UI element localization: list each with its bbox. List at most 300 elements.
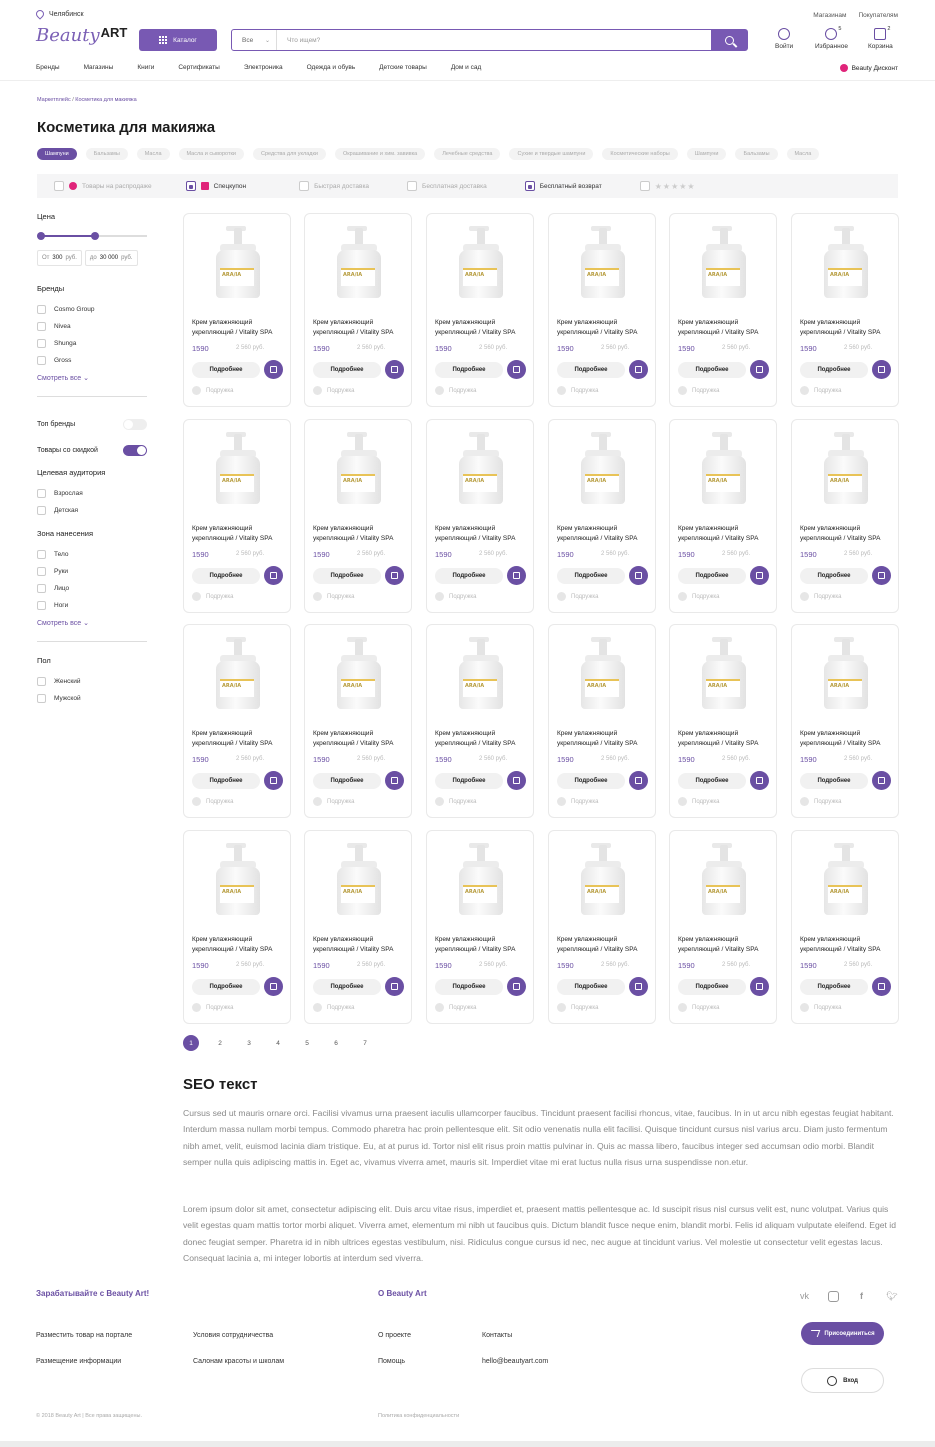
product-image[interactable] [329, 635, 389, 715]
filter-option[interactable] [525, 181, 602, 191]
filter-checkbox-item[interactable] [37, 485, 147, 502]
checkbox[interactable] [37, 550, 46, 559]
product-old-price: 2 560 руб. [357, 345, 386, 351]
gift-option[interactable] [192, 386, 233, 395]
gift-option[interactable] [313, 1003, 354, 1012]
filter-checkbox-item[interactable] [37, 352, 147, 369]
details-button[interactable]: Подробнее [800, 362, 868, 378]
product-image[interactable] [451, 224, 511, 304]
details-button[interactable]: Подробнее [435, 773, 503, 789]
footer-link-contacts[interactable]: Контакты [482, 1332, 513, 1339]
product-name[interactable] [435, 318, 529, 337]
add-to-cart-button[interactable] [264, 566, 283, 585]
add-to-cart-button[interactable] [629, 566, 648, 585]
gift-option[interactable] [435, 1003, 476, 1012]
category-chip[interactable]: Окрашивание и хим. завивка [335, 148, 425, 160]
product-image[interactable] [816, 224, 876, 304]
product-card[interactable] [183, 213, 291, 407]
breadcrumb [37, 97, 137, 103]
details-button[interactable]: Подробнее [435, 362, 503, 378]
product-card[interactable] [183, 419, 291, 613]
product-brand-mark: ARA/IA [830, 683, 850, 689]
filter-option[interactable] [299, 181, 369, 191]
product-name[interactable] [192, 935, 286, 954]
product-image[interactable] [694, 841, 754, 921]
search-input[interactable]: Что ищем? [287, 36, 321, 44]
nav-certificates[interactable]: Сертификаты [178, 64, 220, 71]
add-to-cart-button[interactable] [750, 360, 769, 379]
product-name[interactable] [557, 524, 651, 543]
product-image[interactable] [451, 430, 511, 510]
gift-option[interactable] [678, 592, 719, 601]
share-arrow-icon [809, 1330, 821, 1337]
checkbox[interactable] [37, 567, 46, 576]
gift-radio-icon [557, 1003, 566, 1012]
product-name[interactable] [800, 935, 894, 954]
top-links [813, 12, 898, 19]
filter-checkbox-item[interactable] [37, 673, 147, 690]
details-button[interactable]: Подробнее [678, 362, 746, 378]
product-card[interactable] [548, 830, 656, 1024]
gift-option[interactable] [557, 386, 598, 395]
search-button[interactable] [711, 30, 747, 50]
gift-option[interactable] [557, 797, 598, 806]
product-image[interactable] [816, 635, 876, 715]
top-link-buyers[interactable]: Покупателям [858, 12, 898, 19]
product-card[interactable] [791, 830, 899, 1024]
checkbox[interactable] [37, 694, 46, 703]
product-image[interactable] [208, 430, 268, 510]
product-image[interactable] [329, 841, 389, 921]
checkbox[interactable] [37, 601, 46, 610]
category-chip[interactable]: Средства для укладки [253, 148, 326, 160]
facebook-icon[interactable]: f [860, 1291, 863, 1301]
product-card[interactable] [791, 213, 899, 407]
privacy-policy-link[interactable]: Политика конфиденциальности [378, 1413, 460, 1419]
add-to-cart-button[interactable] [385, 566, 404, 585]
brands-see-all[interactable] [37, 374, 147, 382]
product-image[interactable] [694, 635, 754, 715]
logo[interactable] [36, 25, 127, 49]
product-name[interactable] [192, 729, 286, 748]
discount-toggle-row [37, 437, 147, 463]
location-pin-icon [34, 8, 45, 19]
product-card[interactable] [426, 624, 534, 818]
product-card[interactable] [548, 624, 656, 818]
product-name[interactable] [435, 935, 529, 954]
bag-icon [513, 572, 520, 579]
footer-link-place-info[interactable]: Размещение информации [36, 1358, 122, 1365]
product-name[interactable] [678, 318, 772, 337]
product-card[interactable] [669, 419, 777, 613]
main-nav [36, 64, 505, 71]
breadcrumb-sep: / [72, 97, 74, 103]
product-image[interactable] [208, 635, 268, 715]
zones-see-all[interactable] [37, 619, 147, 627]
product-name[interactable] [192, 318, 286, 337]
checkbox[interactable] [186, 181, 196, 191]
category-chip[interactable]: Масла [137, 148, 170, 160]
details-button[interactable]: Подробнее [557, 773, 625, 789]
footer-link-place-product[interactable]: Разместить товар на портале [36, 1332, 133, 1339]
checkbox[interactable] [37, 584, 46, 593]
nav-clothes[interactable]: Одежда и обувь [306, 64, 356, 71]
gift-option[interactable] [192, 797, 233, 806]
product-image[interactable] [573, 841, 633, 921]
product-card[interactable] [669, 213, 777, 407]
product-image[interactable] [573, 430, 633, 510]
details-button[interactable]: Подробнее [313, 362, 381, 378]
bag-icon [391, 572, 398, 579]
footer-earn-title: Зарабатывайте с Beauty Art! [36, 1289, 150, 1298]
add-to-cart-button[interactable] [385, 771, 404, 790]
gift-option[interactable] [192, 1003, 233, 1012]
nav-electronics[interactable]: Электроника [243, 64, 283, 71]
price-slider[interactable] [37, 231, 147, 241]
top-brands-toggle[interactable] [123, 419, 147, 430]
category-chip[interactable]: Шампуни [687, 148, 727, 160]
product-image[interactable] [329, 430, 389, 510]
gift-option[interactable] [192, 592, 233, 601]
price-from-field[interactable] [37, 250, 82, 266]
gift-radio-icon [313, 592, 322, 601]
product-name[interactable] [800, 318, 894, 337]
product-image[interactable] [816, 430, 876, 510]
gift-option[interactable] [435, 797, 476, 806]
add-to-cart-button[interactable] [872, 977, 891, 996]
bag-icon [635, 366, 642, 373]
city-selector[interactable] [36, 10, 84, 18]
add-to-cart-button[interactable] [750, 977, 769, 996]
search-scope-select[interactable] [232, 30, 277, 50]
vk-icon[interactable]: vk [800, 1291, 809, 1301]
gift-label: Подружка [327, 1004, 355, 1011]
product-card[interactable] [669, 830, 777, 1024]
checkbox[interactable] [299, 181, 309, 191]
product-name[interactable] [557, 729, 651, 748]
filter-checkbox-item[interactable] [37, 690, 147, 707]
checkbox[interactable] [37, 339, 46, 348]
gift-option[interactable] [435, 386, 476, 395]
add-to-cart-button[interactable] [507, 566, 526, 585]
top-brands-label: Топ бренды [37, 420, 76, 428]
nav-shops[interactable]: Магазины [83, 64, 114, 71]
checkbox[interactable] [37, 489, 46, 498]
gift-option[interactable] [678, 1003, 719, 1012]
page-number[interactable] [241, 1035, 270, 1051]
details-button[interactable]: Подробнее [192, 979, 260, 995]
product-image[interactable] [451, 841, 511, 921]
product-card[interactable] [304, 624, 412, 818]
add-to-cart-button[interactable] [629, 360, 648, 379]
category-chip[interactable]: Масла [787, 148, 820, 160]
category-chip[interactable]: Сухие и твердые шампуни [509, 148, 593, 160]
seo-title: SEO текст [183, 1076, 258, 1093]
gift-option[interactable] [800, 1003, 841, 1012]
breadcrumb-root[interactable]: Маркетплейс [37, 97, 71, 103]
category-chip[interactable]: Лечебные средства [434, 148, 500, 160]
details-button[interactable]: Подробнее [557, 568, 625, 584]
page-number[interactable] [270, 1035, 299, 1051]
bag-icon [391, 777, 398, 784]
favorites-button[interactable] [815, 28, 848, 50]
details-button[interactable]: Подробнее [192, 773, 260, 789]
product-name-line2: укрепляющий / Vitality SPA [678, 534, 759, 542]
add-to-cart-button[interactable] [264, 360, 283, 379]
gift-option[interactable] [313, 592, 354, 601]
add-to-cart-button[interactable] [750, 566, 769, 585]
product-name[interactable] [557, 935, 651, 954]
add-to-cart-button[interactable] [385, 977, 404, 996]
login-button[interactable] [775, 28, 793, 50]
catalog-button[interactable] [139, 29, 217, 51]
product-card[interactable] [304, 830, 412, 1024]
product-card[interactable] [791, 419, 899, 613]
footer-login-button[interactable] [801, 1368, 884, 1393]
filter-option[interactable] [640, 181, 696, 191]
product-name[interactable] [192, 524, 286, 543]
product-card[interactable] [548, 419, 656, 613]
join-button[interactable] [801, 1322, 884, 1345]
details-button[interactable]: Подробнее [678, 773, 746, 789]
filter-option[interactable] [186, 181, 246, 191]
gift-option[interactable] [557, 1003, 598, 1012]
checkbox[interactable] [37, 506, 46, 515]
checkbox[interactable] [525, 181, 535, 191]
checkbox[interactable] [37, 305, 46, 314]
checkbox[interactable] [37, 356, 46, 365]
add-to-cart-button[interactable] [872, 771, 891, 790]
product-image[interactable] [573, 635, 633, 715]
page-number[interactable] [299, 1035, 328, 1051]
filter-checkbox-item[interactable] [37, 597, 147, 614]
filter-option[interactable] [407, 181, 487, 191]
top-link-shops[interactable]: Магазинам [813, 12, 847, 19]
gift-option[interactable] [557, 592, 598, 601]
checkbox[interactable] [37, 677, 46, 686]
filter-checkbox-item[interactable] [37, 335, 147, 352]
add-to-cart-button[interactable] [629, 771, 648, 790]
gift-radio-icon [313, 797, 322, 806]
gift-radio-icon [192, 592, 201, 601]
add-to-cart-button[interactable] [872, 360, 891, 379]
filter-checkbox-item[interactable] [37, 318, 147, 335]
details-button[interactable]: Подробнее [435, 979, 503, 995]
product-image[interactable] [573, 224, 633, 304]
page-number[interactable] [212, 1035, 241, 1051]
sidebar-filters [37, 212, 147, 707]
product-name[interactable] [800, 524, 894, 543]
details-button[interactable]: Подробнее [800, 773, 868, 789]
bag-icon [635, 572, 642, 579]
product-card[interactable] [426, 213, 534, 407]
price-from-currency: руб. [65, 255, 77, 261]
add-to-cart-button[interactable] [264, 771, 283, 790]
details-button[interactable]: Подробнее [192, 568, 260, 584]
gift-option[interactable] [800, 592, 841, 601]
add-to-cart-button[interactable] [629, 977, 648, 996]
product-name[interactable] [313, 524, 407, 543]
category-chip[interactable]: Шампуни [37, 148, 77, 160]
page-title: Косметика для макияжа [37, 119, 216, 136]
details-button[interactable]: Подробнее [800, 979, 868, 995]
checkbox[interactable] [37, 322, 46, 331]
category-chip[interactable]: Масла и сыворотки [179, 148, 244, 160]
gift-option[interactable] [313, 797, 354, 806]
details-button[interactable]: Подробнее [313, 773, 381, 789]
details-button[interactable]: Подробнее [435, 568, 503, 584]
details-button[interactable]: Подробнее [800, 568, 868, 584]
cart-count: 2 [887, 26, 891, 32]
nav-kids[interactable]: Детские товары [379, 64, 427, 71]
product-image[interactable] [329, 224, 389, 304]
product-image[interactable] [451, 635, 511, 715]
filter-checkbox-item[interactable] [37, 580, 147, 597]
footer-link-help[interactable]: Помощь [378, 1358, 406, 1365]
product-card[interactable] [304, 213, 412, 407]
product-name[interactable] [557, 318, 651, 337]
product-name-line1: Крем увлажняющий [435, 936, 496, 943]
beauty-discount-link[interactable] [840, 64, 898, 72]
add-to-cart-button[interactable] [264, 977, 283, 996]
product-old-price: 2 560 руб. [844, 345, 873, 351]
product-old-price: 2 560 руб. [479, 345, 508, 351]
add-to-cart-button[interactable] [507, 771, 526, 790]
product-image[interactable] [816, 841, 876, 921]
category-chip[interactable]: Бальзамы [735, 148, 777, 160]
discount-icon [840, 64, 848, 72]
nav-books[interactable]: Книги [137, 64, 155, 71]
product-card[interactable] [426, 830, 534, 1024]
page-number[interactable] [357, 1035, 386, 1051]
product-name[interactable] [678, 935, 772, 954]
category-chip[interactable]: Косметические наборы [602, 148, 677, 160]
gift-option[interactable] [678, 386, 719, 395]
filter-option[interactable] [54, 181, 152, 191]
product-old-price: 2 560 руб. [236, 551, 265, 557]
product-price: 1590 [678, 344, 695, 353]
product-old-price: 2 560 руб. [601, 345, 630, 351]
product-image[interactable] [694, 430, 754, 510]
details-button[interactable]: Подробнее [192, 362, 260, 378]
bag-icon [756, 777, 763, 784]
product-name[interactable] [435, 524, 529, 543]
product-card[interactable] [669, 624, 777, 818]
footer-link-salons[interactable]: Салонам красоты и школам [193, 1358, 285, 1365]
product-card[interactable] [426, 419, 534, 613]
product-name[interactable] [313, 935, 407, 954]
product-name-line1: Крем увлажняющий [313, 319, 374, 326]
gift-option[interactable] [678, 797, 719, 806]
footer-link-terms[interactable]: Условия сотрудничества [193, 1332, 274, 1339]
filter-checkbox-item[interactable] [37, 563, 147, 580]
product-old-price: 2 560 руб. [722, 962, 751, 968]
add-to-cart-button[interactable] [385, 360, 404, 379]
gift-radio-icon [800, 592, 809, 601]
gift-option[interactable] [800, 797, 841, 806]
gift-option[interactable] [800, 386, 841, 395]
price-to-currency: руб. [121, 255, 133, 261]
product-name[interactable] [678, 524, 772, 543]
gift-label: Подружка [814, 798, 842, 805]
add-to-cart-button[interactable] [872, 566, 891, 585]
gift-radio-icon [313, 1003, 322, 1012]
gender-title: Пол [37, 656, 51, 665]
bag-icon [270, 572, 277, 579]
nav-brands[interactable]: Бренды [36, 64, 60, 71]
filter-checkbox-item[interactable] [37, 502, 147, 519]
footer-email-link[interactable]: hello@beautyart.com [482, 1358, 549, 1365]
add-to-cart-button[interactable] [507, 360, 526, 379]
price-slider-max-handle[interactable] [91, 232, 99, 240]
add-to-cart-button[interactable] [750, 771, 769, 790]
gift-label: Подружка [692, 798, 720, 805]
product-image[interactable] [208, 841, 268, 921]
gift-option[interactable] [313, 386, 354, 395]
checkbox[interactable] [407, 181, 417, 191]
details-button[interactable]: Подробнее [557, 362, 625, 378]
product-price: 1590 [435, 550, 452, 559]
footer-link-about[interactable]: О проекте [378, 1332, 412, 1339]
price-range-inputs [37, 250, 147, 266]
bag-icon [878, 983, 885, 990]
details-button[interactable]: Подробнее [678, 979, 746, 995]
product-image[interactable] [694, 224, 754, 304]
product-name[interactable] [678, 729, 772, 748]
filter-checkbox-item[interactable] [37, 301, 147, 318]
product-image[interactable] [208, 224, 268, 304]
discount-items-toggle[interactable] [123, 445, 147, 456]
product-name-line1: Крем увлажняющий [800, 319, 861, 326]
instagram-icon[interactable] [828, 1291, 839, 1302]
gift-option[interactable] [435, 592, 476, 601]
category-chip[interactable]: Бальзамы [86, 148, 128, 160]
chevron-down-icon: ⌄ [83, 620, 90, 627]
checkbox-label: Руки [54, 568, 69, 575]
product-card[interactable] [304, 419, 412, 613]
details-button[interactable]: Подробнее [313, 979, 381, 995]
cart-button[interactable] [868, 28, 893, 50]
product-card[interactable] [183, 830, 291, 1024]
product-name-line2: укрепляющий / Vitality SPA [435, 739, 516, 747]
price-slider-min-handle[interactable] [37, 232, 45, 240]
product-card[interactable] [183, 624, 291, 818]
details-button[interactable]: Подробнее [557, 979, 625, 995]
price-to-field[interactable] [85, 250, 138, 266]
gift-radio-icon [678, 797, 687, 806]
page-number[interactable] [328, 1035, 357, 1051]
product-card[interactable] [791, 624, 899, 818]
page-number[interactable] [183, 1035, 212, 1051]
product-name[interactable] [313, 729, 407, 748]
nav-home[interactable]: Дом и сад [450, 64, 482, 71]
sale-icon [69, 182, 77, 190]
add-to-cart-button[interactable] [507, 977, 526, 996]
product-name[interactable] [800, 729, 894, 748]
details-button[interactable]: Подробнее [313, 568, 381, 584]
product-name[interactable] [435, 729, 529, 748]
filter-checkbox-item[interactable] [37, 546, 147, 563]
checkbox[interactable] [640, 181, 650, 191]
checkbox[interactable] [54, 181, 64, 191]
gift-label: Подружка [449, 1004, 477, 1011]
filter-label: Бесплатная доставка [422, 182, 487, 190]
details-button[interactable]: Подробнее [678, 568, 746, 584]
twitter-icon[interactable]: 🐦︎ [886, 1291, 898, 1301]
product-name[interactable] [313, 318, 407, 337]
product-card[interactable] [548, 213, 656, 407]
product-old-price: 2 560 руб. [722, 551, 751, 557]
